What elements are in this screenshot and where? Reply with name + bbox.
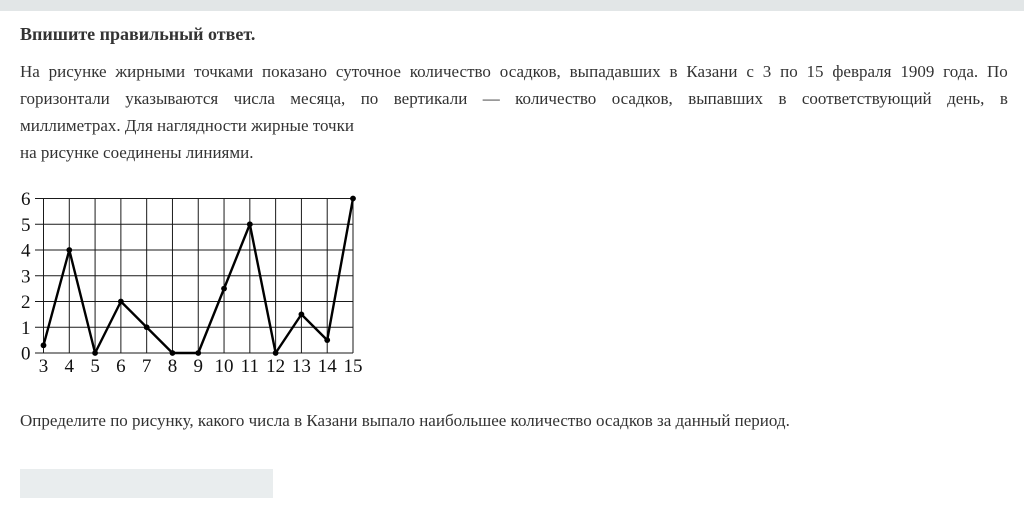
- problem-word: —: [482, 89, 500, 108]
- problem-word: в: [669, 62, 678, 81]
- chart-data-point: [273, 350, 279, 356]
- problem-word: день,: [947, 89, 985, 108]
- problem-word: суточное: [335, 62, 401, 81]
- problem-word: года.: [943, 62, 979, 81]
- problem-text-line: [20, 58, 1008, 85]
- chart-xtick-label: 4: [64, 356, 75, 377]
- problem-word: указываются: [125, 89, 219, 108]
- problem-word: выпадавших: [569, 62, 661, 81]
- question-text: Определите по рисунку, какого числа в Казани выпало наибольшее количество осадков за данный период.: [20, 411, 790, 430]
- chart-xtick-label: 10: [214, 356, 234, 377]
- problem-word: по: [360, 89, 379, 108]
- chart-ytick-label: 6: [21, 189, 31, 210]
- chart-data-point: [299, 311, 305, 317]
- problem-word: месяца,: [290, 89, 346, 108]
- top-bar: [0, 0, 1024, 11]
- chart-xtick-label: 15: [343, 356, 363, 377]
- problem-word: осадков,: [499, 62, 561, 81]
- problem-word: февраля: [832, 62, 892, 81]
- chart-data-point: [170, 350, 176, 356]
- chart-data-point: [92, 350, 98, 356]
- chart-data-point: [41, 342, 47, 348]
- problem-word: показано: [262, 62, 328, 81]
- chart-data-point: [144, 324, 150, 330]
- problem-word: по: [780, 62, 798, 81]
- problem-word: Казани: [686, 62, 738, 81]
- chart-data-point: [350, 196, 356, 202]
- chart-xtick-label: 5: [90, 356, 100, 377]
- chart-ytick-label: 2: [21, 292, 31, 313]
- chart-data-point: [221, 286, 227, 292]
- problem-word: осадков,: [611, 89, 673, 108]
- chart-data-point: [324, 337, 330, 343]
- chart-svg: [6, 186, 386, 386]
- problem-word: числа: [233, 89, 275, 108]
- chart-ytick-label: 0: [21, 343, 31, 365]
- chart-ytick-label: 4: [21, 240, 31, 262]
- chart-xtick-label: 6: [116, 356, 126, 377]
- chart-data-point: [195, 350, 201, 356]
- problem-word: количество: [515, 89, 597, 108]
- problem-word: 1909: [900, 62, 935, 81]
- problem-word: 15: [806, 62, 824, 81]
- chart-xtick-label: 11: [240, 356, 259, 377]
- chart-xtick-label: 12: [266, 356, 286, 377]
- problem-word: На: [20, 62, 40, 81]
- problem-word: точками: [193, 62, 254, 81]
- answer-input[interactable]: [20, 469, 273, 498]
- precipitation-chart: [6, 186, 386, 386]
- chart-ytick-label: 3: [21, 266, 31, 288]
- problem-word: соответствующий: [801, 89, 932, 108]
- problem-word: в: [999, 89, 1008, 108]
- chart-xtick-label: 8: [167, 356, 178, 377]
- problem-word: 3: [762, 62, 772, 81]
- chart-ytick-label: 5: [21, 214, 31, 236]
- chart-xtick-label: 14: [317, 356, 337, 377]
- chart-xtick-label: 7: [141, 356, 152, 377]
- problem-word: жирными: [115, 62, 186, 81]
- chart-data-point: [247, 221, 253, 227]
- chart-xtick-label: 9: [193, 356, 203, 377]
- problem-word: По: [987, 62, 1008, 81]
- problem-text-line: [20, 85, 1008, 112]
- problem-text-line: на рисунке соединены линиями.: [20, 143, 254, 162]
- chart-xtick-label: 3: [38, 356, 49, 377]
- chart-xtick-label: 13: [291, 356, 311, 377]
- problem-word: количество: [409, 62, 491, 81]
- problem-word: вертикали: [393, 89, 468, 108]
- problem-word: горизонтали: [20, 89, 110, 108]
- problem-word: выпавших: [688, 89, 764, 108]
- problem-word: с: [746, 62, 754, 81]
- problem-word: рисунке: [48, 62, 107, 81]
- page-title: Впишите правильный ответ.: [20, 24, 256, 44]
- problem-word: в: [778, 89, 787, 108]
- chart-data-point: [66, 247, 72, 253]
- chart-ytick-label: 1: [21, 317, 31, 339]
- chart-data-point: [118, 299, 124, 305]
- problem-text: [20, 58, 1008, 166]
- problem-text-line: миллиметрах. Для наглядности жирные точки: [20, 116, 354, 135]
